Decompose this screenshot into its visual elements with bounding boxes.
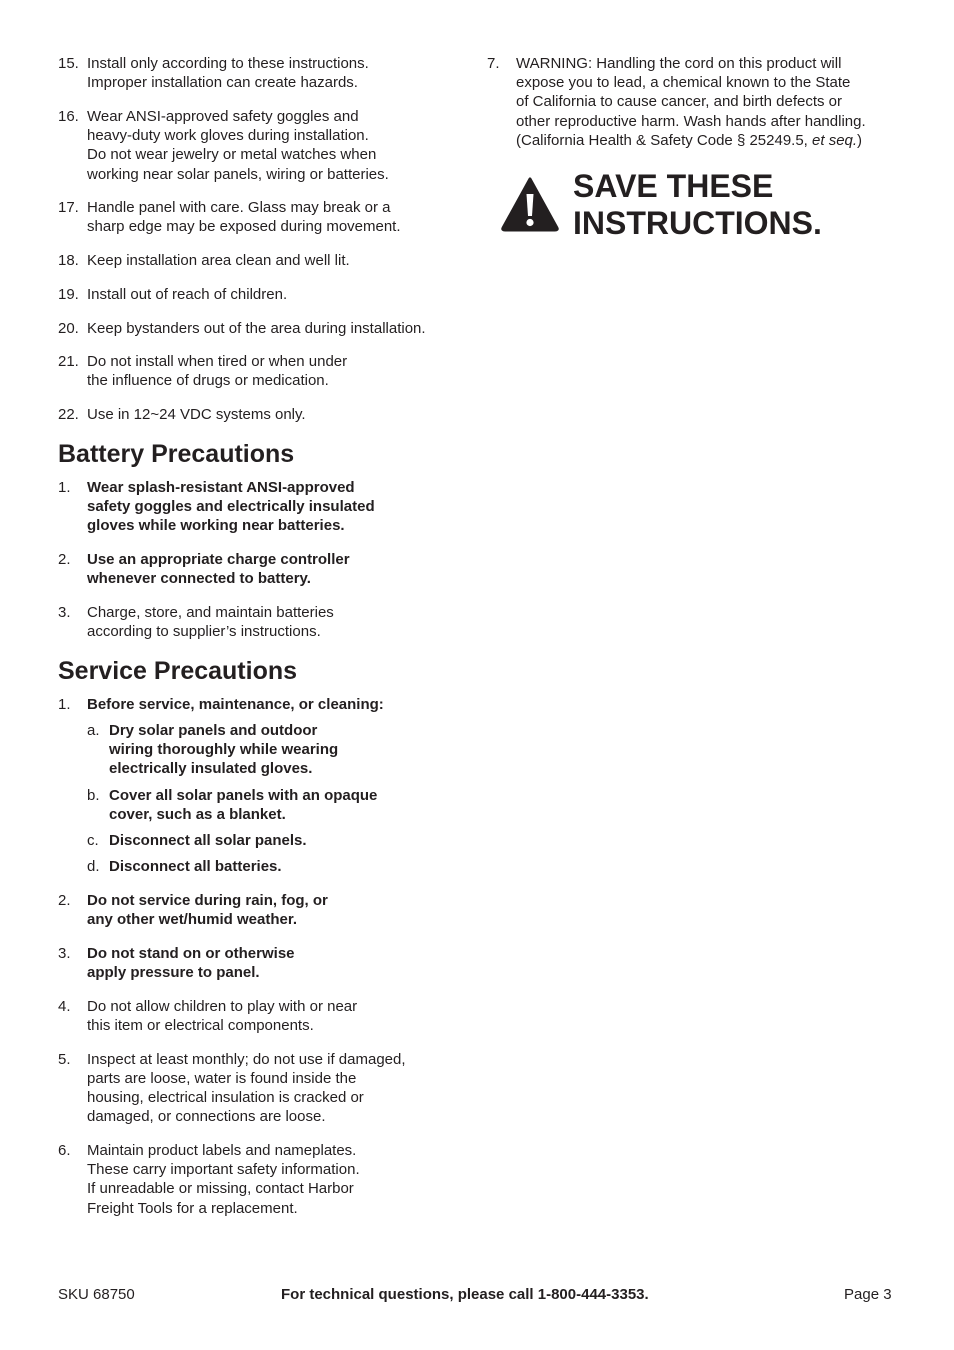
item-number: 16. [58, 107, 79, 125]
item-text: Keep bystanders out of the area during installation. [87, 319, 426, 337]
battery-list [58, 478, 458, 641]
list-item [58, 54, 458, 92]
item-number: 22. [58, 406, 79, 424]
item-text: Do not install when tired or when under the influence of drugs or medication. [87, 353, 348, 390]
item-number: 17. [58, 199, 79, 217]
item-text: Before service, maintenance, or cleaning: [87, 695, 384, 713]
warning-item [487, 54, 907, 150]
item-number: 19. [58, 285, 79, 303]
warning-text [516, 54, 907, 150]
item-number: 1. [58, 695, 71, 713]
list-item [58, 352, 458, 390]
item-text: Wear ANSI-approved safety goggles and heavy-duty work gloves during installation. Do not wear jewelry or metal watches when working near solar panels, wiring or batteries. [87, 107, 389, 183]
list-item [58, 1141, 458, 1218]
list-item [58, 891, 458, 929]
item-number: 2. [58, 891, 71, 909]
sub-letter: d. [87, 858, 100, 876]
sub-letter: b. [87, 786, 100, 804]
item-text: Inspect at least monthly; do not use if damaged, parts are loose, water is found inside the housing, electrical insulation is cracked or damaged, or connections are loose. [87, 1050, 406, 1126]
sub-text: Disconnect all batteries. [109, 858, 282, 876]
list-item [58, 997, 458, 1035]
item-text: Install only according to these instructions. Improper installation can create hazards. [87, 55, 369, 92]
sub-item [87, 857, 458, 876]
warning-triangle-icon [500, 176, 560, 232]
item-text: Do not allow children to play with or near this item or electrical components. [87, 997, 358, 1034]
sub-item [87, 721, 458, 779]
item-text: Wear splash-resistant ANSI-approved safety goggles and electrically insulated gloves while working near batteries. [87, 478, 375, 535]
list-item [58, 603, 458, 641]
list-item [58, 695, 458, 877]
item-number: 15. [58, 55, 79, 72]
list-item [58, 478, 458, 536]
item-number: 3. [58, 603, 71, 621]
item-number: 18. [58, 252, 79, 270]
footer-sku: SKU 68750 [58, 1286, 135, 1303]
service-heading: Service Precautions [58, 656, 298, 685]
item-text: Handle panel with care. Glass may break or a sharp edge may be exposed during movement. [87, 199, 401, 236]
save-instructions-banner [500, 168, 920, 248]
item-text: Do not stand on or otherwise apply pressure to panel. [87, 944, 295, 981]
item-number: 4. [58, 997, 71, 1015]
sub-text: Cover all solar panels with an opaque cover, such as a blanket. [109, 786, 378, 823]
save-instructions-title: SAVE THESE INSTRUCTIONS. [573, 168, 822, 241]
list-item [58, 198, 458, 236]
warning-body: WARNING: Handling the cord on this product will expose you to lead, a chemical known to the State of California to cause cancer, and birth defects or other reproductive harm. Wash hands after handling. (California Health & Safety Code § 25249.5, [516, 55, 866, 149]
sub-letter: c. [87, 831, 99, 849]
footer-page-number: Page 3 [844, 1286, 892, 1303]
item-text: Use in 12~24 VDC systems only. [87, 406, 306, 424]
sub-item [87, 786, 458, 824]
warning-tail: ) [857, 131, 863, 149]
item-text: Maintain product labels and nameplates. These carry important safety information. If unreadable or missing, contact Harbor Freight Tools for a replacement. [87, 1141, 360, 1217]
list-item [58, 1050, 458, 1127]
left-column [58, 54, 458, 1232]
item-text: Do not service during rain, fog, or any other wet/humid weather. [87, 891, 328, 929]
list-item [58, 944, 458, 982]
item-number: 6. [58, 1141, 71, 1159]
item-number: 2. [58, 550, 71, 568]
item-text: Keep installation area clean and well lit. [87, 252, 350, 270]
item-text: Install out of reach of children. [87, 285, 288, 303]
sub-item [87, 831, 458, 850]
list-item [58, 405, 458, 424]
sub-letter: a. [87, 721, 100, 739]
footer-contact: For technical questions, please call 1-800-444-3353. [281, 1286, 649, 1303]
list-item [58, 107, 458, 184]
safety-list [58, 54, 458, 424]
item-number: 3. [58, 944, 71, 962]
item-number: 20. [58, 319, 79, 337]
list-item [58, 251, 458, 270]
item-number: 1. [58, 478, 71, 496]
battery-heading: Battery Precautions [58, 439, 295, 468]
item-number: 21. [58, 353, 79, 371]
item-text: Use an appropriate charge controller whenever connected to battery. [87, 550, 350, 588]
sub-text: Dry solar panels and outdoor wiring thoroughly while wearing electrically insulated gloves. [109, 721, 339, 778]
sub-text: Disconnect all solar panels. [109, 831, 307, 849]
item-text: Charge, store, and maintain batteries according to supplier’s instructions. [87, 603, 334, 641]
warning-italic: et seq. [812, 131, 858, 149]
list-item [58, 319, 458, 338]
list-item [58, 550, 458, 588]
right-column [487, 54, 907, 165]
list-item [58, 285, 458, 304]
item-number: 7. [487, 55, 500, 72]
service-list [58, 695, 458, 1218]
item-number: 5. [58, 1050, 71, 1068]
